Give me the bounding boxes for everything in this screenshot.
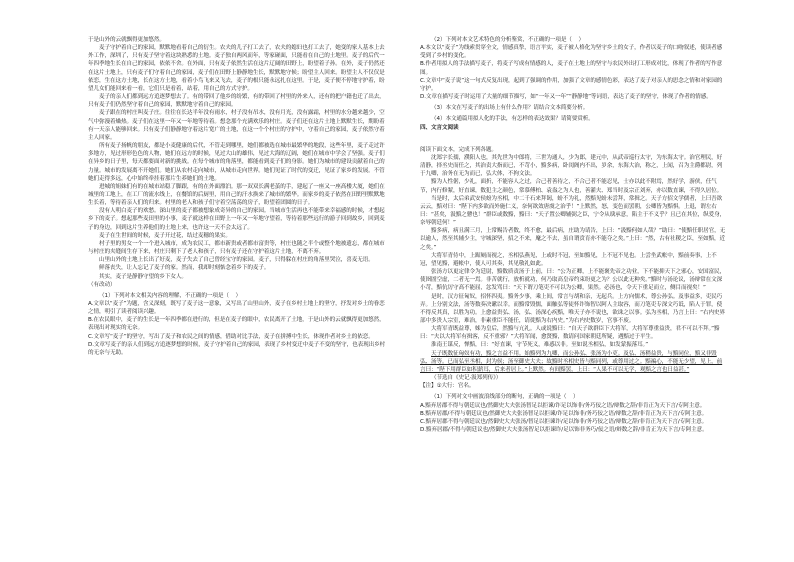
right-column [420,36,726,434]
classical-text-underlined: 天子既数征匈奴有功，黯之言益不用。始黯列为九卿，而公孙弘、张汤为小吏。及弘、汤稍益贵，与黯同位，黯又非毁弘、汤等。已而弘至丞相，封为侯；汤至御史大夫；故黯时丞相史皆与黯同列，或尊用过之。黯褊心，不能无少望，见上，前言曰：“陛下用群臣如积薪耳，后来者居上。”上默然。有间黯罢，上曰：“人果不可以无学，观黯之言也日益甚。” [420,350,723,373]
paragraph: 山里山外的土地上长出了好麦，麦子失去了自己曾经宝守的家园。麦子，只得躲在村庄的角落里哭泣，喜麦无语。 [99,257,374,264]
option-c: C.文章中“麦子说”这一句式反复出现，起到了强调的作用，加强了文章的感情色彩，表达了麦子对亲人的思念之情和对家园的守护。 [420,77,723,92]
paragraph: 村子里的男女一个一个进入城市，成为农民工，都市新贵或者都市富贵等，村庄也随之半个或整个地被遗忘，都在城市与村庄的夹缝间生存下来，村庄只剩下了老人和孩子，只有麦子还在守护着这片土地，不离不弃。 [88,240,385,256]
paragraph: 鲜落丧失，让人忘记了麦子的家。然而，我却时刻惦念着乡下的麦子。 [99,265,270,272]
option-d: D.文章写麦子的亲人们到远方追逐梦想的时候，麦子守护着自己的家园，表现了乡村变迁中麦子不变的坚守，也表现出乡村的无奈与无助。 [88,341,386,356]
question-4: （4）本文通篇用拟人化的手法，有怎样的表达效果？请简要赏析。 [431,116,594,123]
option-d: D.文章在描写麦子时运用了大量的细节描写，如“一年又一年”“静静地”等词语，表达了麦子的坚守，体现了作者的情感。 [420,94,712,101]
question-1: （1）下列对本文相关内容的理解，不正确的一项是（ ） [99,292,242,299]
classical-text: 沈郑字长孺，濮阳人也，其先世为中郎将，三世为通人，少为郎，建元中，从武帝巡行太守，为东海太守。治官理民，好清静，择丞史而任之，其治责大指而已，不苛小，黯多病，卧闺阁内不出，岁余，东海大治，称之，上闻，召为主爵都尉，列于九卿，治务在无为而已，弘大体，不拘文法。 [420,154,723,178]
paragraph: 其实，麦子是静静守望的乡下女人。 [99,273,187,280]
source-note: （有改动） [88,281,116,288]
reading-intro: 阅读下面文本，完成下列各题。 [420,146,497,153]
left-column [88,36,390,357]
annotation-note: 【注】①大行：官名。 [420,383,475,390]
option-b: B.在农民眼中，麦子的生长是一年四季都在进行的，但是在麦子的眼中，农民离开了土地，于是山外的云就飘得更加悠然，表现出对现实的无奈。 [88,317,385,332]
option-c: C.文章写“麦子”的坚守，写出了麦子和农民之间的情感，借助对比手法，麦子在拼搏中生长，体现作者对乡土的依恋。 [88,333,374,340]
section-heading: 四、文言文阅读 [420,124,459,131]
classical-text: 大将军青侍中，上踞厕而视之，丞相弘燕见，上或时不冠，至如黯见，上不冠不见也。上尝坐武帐中，黯前奏事，上不冠，望见黯，避帐中，使人可其奏，其见敬礼如此。 [420,252,717,267]
paragraph: 麦子在生世间的时候，麦子开过花，结过麦穗的果实。 [99,232,231,239]
paragraph: 麦子守护着自己的家园，默默地看着自己的衍生。农夫的儿子打工去了，农夫的媳妇也打工去了，她变的家人基本上去外工作，深圳了，只有麦子坚守着这块熟悉的土地。麦子独自两风而年，等家碰面，只能看在自己的土地里。麦子的后代一年四季地生长在自己的家园，依依不舍。在外面，只有麦子依然生活在这片辽阔的田野上，盼望着子孙。在外，麦子仍然还在这片土地上，只有麦子们守着自己的家园，麦子们在田野上静静地生长，默默地守候；盼望主人回来。盼望主人不仅仅是依恋，生在这方土地，长在这方土地，看着小鸟飞来又飞去，麦子的根只能永远扎在这里。于是，麦子便不停地守护着，盼望儿女们能回来看一看，它们只是看着，站着，用自己的方式守护。 [88,45,385,92]
classical-text: 淮南王谋反，惮黯，曰：“好直谏，守节死义，难惑以非。至如说丞相弘，如发蒙振落耳。” [431,342,649,349]
classical-text: 大将军青既益尊，姊为皇后，然黯与亢礼。人或说黯曰：“自天子欲群臣下大将军，大将军尊重益贵，君不可以不拜。”黯曰：“夫以大将军有揖客，反不重邪？”大将军闻，愈贤黯，数请问国家朝廷所疑，遇黯过于平生。 [420,326,720,341]
classical-text: 黯为人性倨，少礼，面折，不能容人之过，合己者善待之，不合己者不能忍见，士亦以此不附焉，然好学，游侠，任气节，内行修絜，好直谏，数犯主之颜色，常慕傅柏、袁盎之为人也，善灌夫、郑当时及宗正刘弃，亦以数直谏，不得久居位。 [420,179,723,194]
paragraph: 进城的姐妹们有的在城市站稳了脚跟，有的在外面漂泊。那一双双长满老茧的手，建起了一座又一座高楼大厦，她们在城里的工地上，在工厂的流水线上，在餐馆的后厨里，用自己的汗水换来了城市的繁华。而家乡的麦子依然在田野里默默地生长着，等待着亲人们的归来。村里的老人和孩子们守着空荡荡的房子，盼望着团圆的日子。 [88,183,385,207]
question-5: （1）下列对文中画波浪线部分的断句，正确的一项是（ ） [431,394,579,401]
option-a: A.本文以“麦子”为线索贯穿全文，情感真挚，语言平实，麦子被人格化为坚守乡土的女子，作者以麦子的口吻叙述，使读者感受到了乡村的变化。 [420,45,723,60]
option-c: C.黯弃居郡不得与朝廷议也/然御史大夫张汤/智足以拒谏诈/足以饰非/务巧佞之语/辩数之辞/非肯正为天下言/专阿主意。 [420,418,708,425]
classical-text: 黯多病，病且满三月，上常赐告者数，终不愈，最后病，庄助为请告，上曰：“汲黯何如人哉？”助曰：“使黯任职居官，无以逾人，然至其辅少主，守城深坚，招之不来，麾之不去，虽自谓贲育亦不能夺之矣。”上曰：“然，古有社稷之臣，至如黯，近之矣。” [420,228,726,251]
classical-text: 当是时，太后弟武安侯蚡为丞相，中二千石来拜谒，蚡不为礼，然黯见蚡未尝拜，常揖之。天子方招文学儒者，上曰吾欲云云，黯对曰：“陛下内多欲而外施仁义，奈何欲效唐虞之治乎！”上默然，怒，变色而罢朝，公卿皆为黯惧。上退，谓左右曰：“甚矣，汲黯之戆也！”群臣或数黯，黯曰：“天子置公卿辅弼之臣，宁令从谀承意，陷主于不义乎？且已在其位，纵爱身，奈辱朝廷何！” [420,195,726,227]
paragraph: 于是山外的云就飘得更加悠然。 [88,37,165,43]
source-note: （节选自《史记·汲郑列传》） [431,375,502,382]
option-a: A.文章以“麦子”为题，含义深刻，既写了麦子这一意象，又写出了山里山外，麦子在乡村土地上的坚守，抒发对乡土的眷恋之情，明引了读者阅读兴趣。 [88,301,385,316]
classical-text: 是时，汉方征匈奴，招怀四夷。黯务少事，乘上间，常言与胡和亲，无起兵。上方向儒术，尊公孙弘。及事益多，吏民巧弄。上分别文法，汤等数奏决谳以幸。而黯常毁儒，面触弘等徒怀诈饰智以阿人主取容，而刀笔吏专深文巧诋，陷人于罪，使不得反其真，以胜为功。上愈益贵弘、汤，弘、汤深心疾黯，唯天子亦不说也，欲诛之以事。弘为丞相，乃言上曰：“右内史界部中多贵人宗室，难治，非素重臣不能任，请徙黯为右内史。”为右内史数岁，官事不废。 [420,293,725,324]
option-b: B.黯弃居郡/不得与朝廷议也/然御史大夫张汤智足以拒谏/诈足以饰非/务巧佞之语/辩数之辞/非肯正为天下言/专阿主意。 [420,410,708,417]
paragraph: 没有人明白麦子的欢愁。深山里的麦子都被想象成奇异的自己的家园。当城市生活再也不能带来幸福感的时候，才想起乡下的麦子。想起那些麦田里的小事，麦子就这样在田野上一年又一年地守望着，等待着那些远行的游子回到故乡，回到麦子的身边，回到这片生养他们的土地上来，也许这一天不会太远了。 [88,208,385,231]
question-2: （2）下列对本文艺术特色的分析鉴赏，不正确的一项是（ ） [431,37,585,43]
paragraph: 麦子的亲人们都到远方追逐梦想去了。有的带回了他乡的纷繁，有的带回了村里的外来人，还有的把户籍也迁了出去，只有麦子们仍然坚守着自己的家园，默默地守着自己的家园。 [88,94,385,109]
classical-text: 张汤方以更定律令为廷尉，黯数质责汤于上前，曰：“公为正卿，上不能褒先帝之功业，下不能抑天下之邪心，安国富民，使囹圄空虚，二者无一焉。非苦就行，放析就功，何乃取高皇帝约束纷更之为？公以此无种矣。”黯时与汤论议，汤辩常在文深小苛，黯伉厉守高不能屈，忿发骂曰：“天下谓刀笔吏不可以为公卿，果然。必汤也，令天下重足而立，侧目而视矣！” [420,269,725,292]
option-d: D.黯弃居郡/不得与朝廷议也/然御史大夫张汤智足以拒谏诈/足以饰非务巧/佞之语/辩数之辞/非肯正为天下言/专阿主意。 [420,427,708,434]
option-b: B.作者用拟人的手法描写麦子，将麦子写成有情感的人，麦子在土地上的坚守与农民外出打工形成对比，体现了作者的写作意图。 [420,61,723,76]
paragraph: 麦子跟在的村庄叫麦子庄。往往在长达半年没有雨水，村子没有吊水，没有月光，没有露霜，村里的水分越来越少，空气中弥漫着燥热。麦子们在这里一年又一年地等待着。想念那个充满欢乐的村庄。麦子们还在这片土地上默默生长，期盼着有一天亲人能够回来。只有麦子们静静地守着这片宽广的土地，在这一个个村庄的守护中，守着自己的家园，麦子依然守着主人回家。 [88,110,385,141]
paragraph: 所有麦子扬帆的朋友，都是小麦健康的后代，不管走到哪里，她们都被选在城市最繁华的地段，这些年里，麦子走过许多地方，见过形形色色的人物，她们在远方的时候，见过大山的雄伟，见过大海的辽阔，她们在城市中学会了坚强。麦子们在异乡的日子里，每天都要面对新的挑战。在每个城市的角落里，都能看到麦子们的身影。她们为城市的建设贡献着自己的力量。城市的发展离不开她们。她们从农村走向城市，从城市走向世界。她们见证了时代的变迁，见证了家乡的发展。不管她们走得多远，心中始终牵挂着那片生养她们的土地。 [88,143,385,182]
option-a: A.黯弃居郡不得与朝廷议也/然御史大夫张汤智足以拒谏/诈足以饰非/务巧佞之语/辩数之辞/非肯正为天下言/专阿主意。 [420,402,706,409]
question-3: （3）本文在写麦子的出场上有什么作用？请结合文本简要分析。 [431,105,589,112]
